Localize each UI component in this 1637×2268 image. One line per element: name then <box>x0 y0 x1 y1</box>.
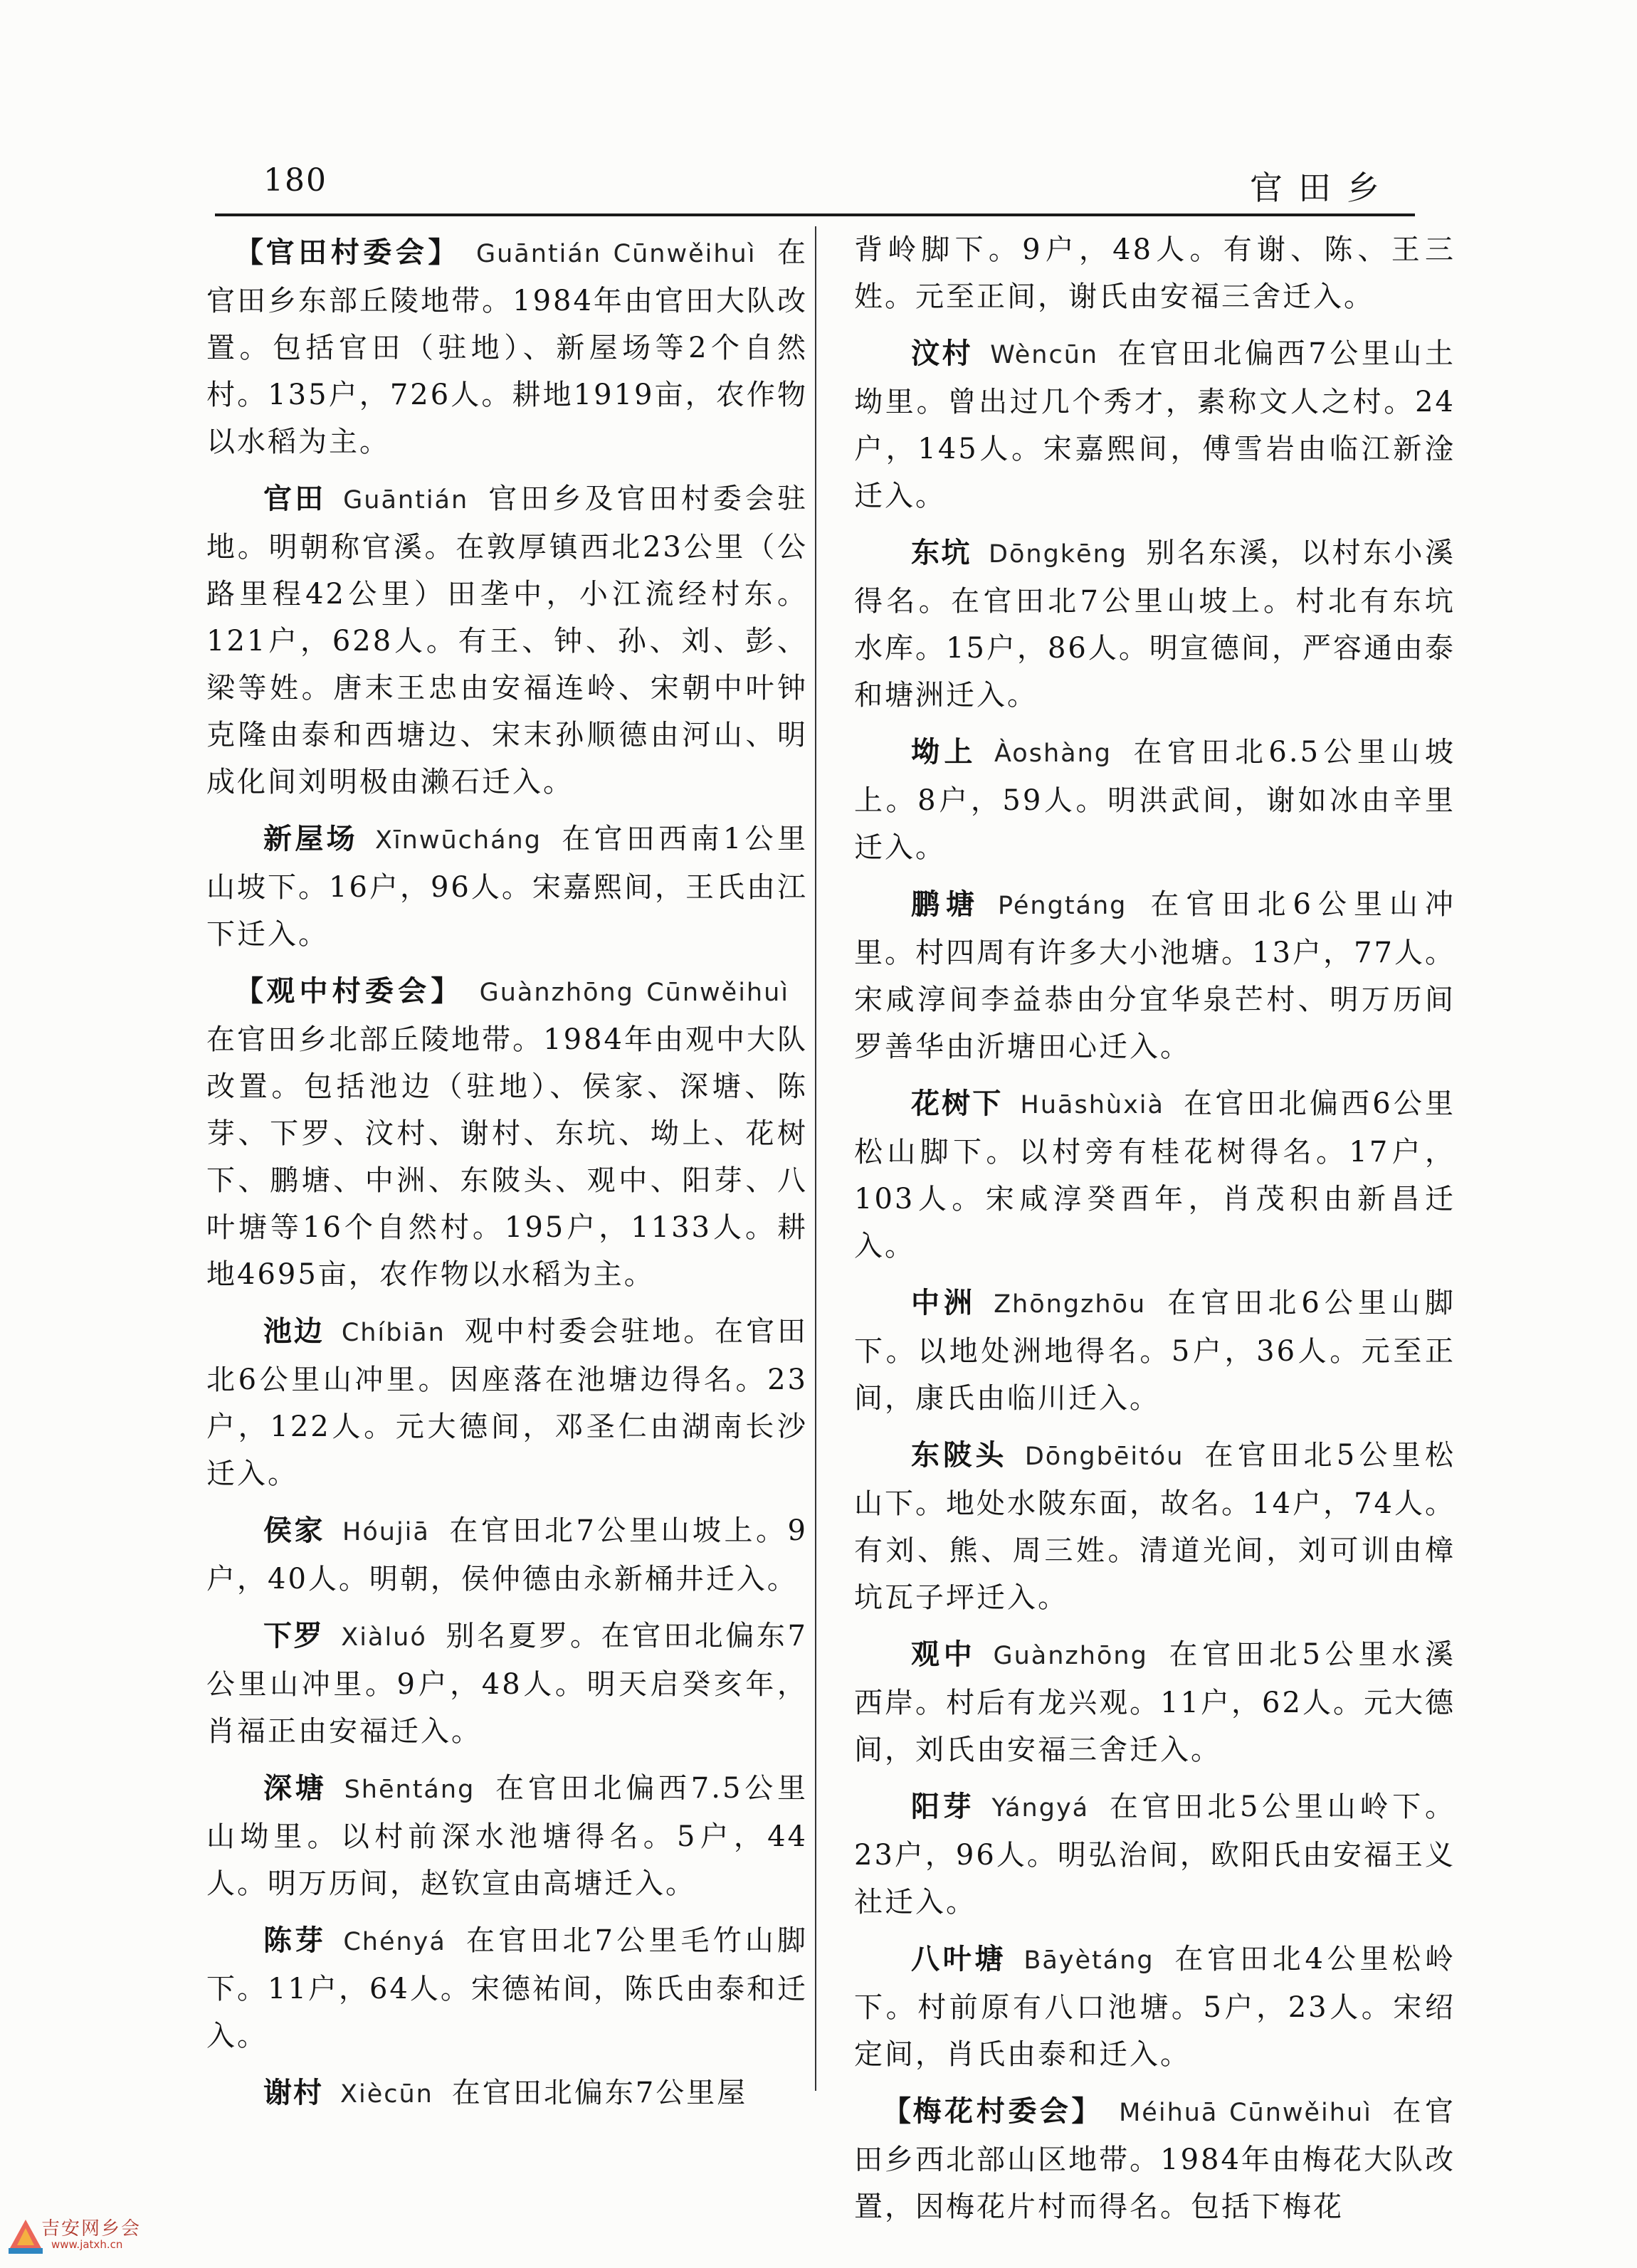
entry-text: 在官田北6.5公里山坡上。8户，59人。明洪武间，谢如冰由辛里迁入。 <box>854 736 1456 864</box>
watermark-text: 吉安网乡会 <box>41 2218 142 2240</box>
entry-pinyin: Chényá <box>343 1928 446 1956</box>
entry-headword: 官田 <box>263 482 327 515</box>
entry-text: 别名夏罗。在官田北偏东7公里山冲里。9户，48人。明天启癸亥年，肖福正由安福迁入。 <box>206 1620 808 1748</box>
entry-pinyin: Zhōngzhōu <box>994 1290 1147 1319</box>
village-entry <box>206 1308 808 1497</box>
entry-text: 在官田乡东部丘陵地带。1984年由官田大队改置。包括官田（驻地）、新屋场等2个自然村。135户，726人。耕地1919亩，农作物以水稻为主。 <box>206 236 809 458</box>
entry-headword: 坳上 <box>911 736 977 769</box>
entry-pinyin: Bāyètáng <box>1023 1946 1154 1975</box>
page-header <box>221 155 1416 211</box>
entry-text: 在官田北6公里山脚下。以地处洲地得名。5户，36人。元至正间，康氏由临川迁入。 <box>854 1287 1456 1415</box>
entry-headword: 东陂头 <box>911 1439 1008 1472</box>
village-entry <box>854 881 1456 1070</box>
watermark-url: www.jatxh.cn <box>51 2238 123 2251</box>
village-entry <box>854 529 1456 719</box>
entry-text: 在官田北5公里水溪西岸。村后有龙兴观。11户，62人。元大德间，刘氏由安福三舍迁入。 <box>854 1638 1456 1766</box>
watermark-logo-icon <box>6 2217 46 2257</box>
entry-pinyin: Méihuā Cūnwěihuì <box>1119 2099 1372 2127</box>
entry-text: 在官田北偏东7公里屋 <box>451 2077 748 2109</box>
entry-pinyin: Guànzhōng <box>993 1642 1148 1670</box>
entry-text: 在官田北偏西6公里松山脚下。以村旁有桂花树得名。17户，103人。宋咸淳癸酉年，肖茂积由新昌迁入。 <box>854 1087 1456 1262</box>
entry-text: 观中村委会驻地。在官田北6公里山冲里。因座落在池塘边得名。23户，122人。元大德间，邓圣仁由湖南长沙迁入。 <box>206 1315 809 1490</box>
village-entry <box>206 1917 808 2059</box>
entry-text: 官田乡及官田村委会驻地。明朝称官溪。在敦厚镇西北23公里（公路里程42公里）田垄中，小江流经村东。121户，628人。有王、钟、孙、刘、彭、梁等姓。唐末王忠由安福连岭、宋朝中叶钟克隆由泰和西塘边、宋末孙顺德由河山、明成化间刘明极由濑石迁入。 <box>206 482 809 798</box>
entry-pinyin: Shēntáng <box>344 1776 475 1804</box>
column-divider <box>815 226 816 2091</box>
entry-text: 背岭脚下。9户，48人。有谢、陈、王三姓。元至正间，谢氏由安福三舍迁入。 <box>854 233 1456 313</box>
entry-headword: 陈芽 <box>263 1924 327 1957</box>
entry-text: 在官田西南1公里山坡下。16户，96人。宋嘉熙间，王氏由江下迁入。 <box>206 823 809 951</box>
village-entry <box>206 816 808 958</box>
village-entry <box>854 1936 1456 2078</box>
bracket-close: 】 <box>428 236 459 269</box>
entry-headword: 汶村 <box>911 337 974 370</box>
entry-pinyin: Péngtáng <box>998 892 1127 920</box>
entry-pinyin: Guāntián Cūnwěihuì <box>475 240 757 268</box>
village-entry <box>206 1765 808 1907</box>
entry-text: 在官田北偏西7公里山土坳里。曾出过几个秀才，素称文人之村。24户，145人。宋嘉熙间，傅雪岩由临江新淦迁入。 <box>854 337 1456 512</box>
site-watermark <box>6 2214 148 2257</box>
entry-text: 在官田北5公里山岭下。23户，96人。明弘治间，欧阳氏由安福王义社迁入。 <box>854 1790 1456 1919</box>
entry-text: 在官田北6公里山冲里。村四周有许多大小池塘。13户，77人。宋咸淳间李益恭由分宜华泉芒村、明万历间罗善华由沂塘田心迁入。 <box>854 888 1456 1063</box>
village-entry <box>854 1280 1456 1422</box>
entry-headword: 八叶塘 <box>911 1943 1007 1976</box>
entry-headword: 阳芽 <box>911 1790 975 1823</box>
village-entry <box>854 729 1456 871</box>
village-entry <box>206 475 808 806</box>
entry-pinyin: Guāntián <box>343 486 469 515</box>
entry-text: 在官田北7公里毛竹山脚下。11户，64人。宋德祐间，陈氏由泰和迁入。 <box>206 1924 809 2052</box>
entry-text: 在官田北4公里松岭下。村前原有八口池塘。5户，23人。宋绍定间，肖氏由泰和迁入。 <box>854 1943 1456 2071</box>
entry-pinyin: Wèncūn <box>990 341 1099 369</box>
entry-headword: 谢村 <box>263 2077 323 2109</box>
entry-pinyin: Xiàluó <box>341 1623 427 1652</box>
entry-pinyin: Xīnwūcháng <box>374 826 542 855</box>
village-entry <box>854 1631 1456 1773</box>
village-committee-entry <box>854 2088 1456 2230</box>
left-column <box>206 226 808 2128</box>
entry-headword: 深塘 <box>263 1772 327 1805</box>
entry-headword: 观中 <box>911 1638 977 1671</box>
entry-text: 在官田乡西北部山区地带。1984年由梅花大队改置，因梅花片村而得名。包括下梅花 <box>854 2095 1456 2223</box>
running-head: 官田乡 <box>1250 169 1395 207</box>
entry-text: 在官田北偏西7.5公里山坳里。以村前深水池塘得名。5户，44人。明万历间，赵钦宣由高塘迁入。 <box>206 1772 809 1900</box>
continued-entry <box>854 226 1456 320</box>
village-entry <box>854 1432 1456 1621</box>
entry-headword: 侯家 <box>263 1514 326 1547</box>
entry-headword: 下罗 <box>263 1620 325 1652</box>
bracket-close: 】 <box>1071 2095 1102 2128</box>
entry-pinyin: Dōngbēitóu <box>1024 1442 1184 1471</box>
village-entry <box>854 330 1456 519</box>
entry-text: 在官田北7公里山坡上。9户，40人。明朝，侯仲德由永新桶井迁入。 <box>206 1514 808 1595</box>
entry-text: 别名东溪，以村东小溪得名。在官田北7公里山坡上。村北有东坑水库。15户，86人。明宣德间，严容通由泰和塘洲迁入。 <box>854 537 1456 712</box>
entry-pinyin: Xiècūn <box>340 2080 433 2109</box>
bracket-close: 】 <box>431 975 463 1008</box>
entry-headword: 官田村委会 <box>265 236 428 269</box>
village-entry <box>206 1507 808 1603</box>
entry-headword: 东坑 <box>911 537 972 569</box>
village-entry <box>206 1613 808 1755</box>
entry-headword: 新屋场 <box>263 823 358 855</box>
entry-headword: 观中村委会 <box>266 975 431 1008</box>
entry-pinyin: Àoshàng <box>994 739 1112 768</box>
village-entry <box>854 1080 1456 1270</box>
entry-headword: 中洲 <box>911 1287 977 1319</box>
page-number: 180 <box>263 162 327 199</box>
bracket-open: 【 <box>235 975 267 1008</box>
entry-headword: 花树下 <box>911 1087 1004 1120</box>
header-rule <box>215 213 1415 216</box>
entry-pinyin: Yángyá <box>991 1794 1090 1823</box>
entry-pinyin: Dōngkēng <box>989 540 1127 569</box>
bracket-open: 【 <box>883 2095 913 2128</box>
entry-headword: 梅花村委会 <box>912 2095 1072 2128</box>
entry-headword: 池边 <box>263 1315 325 1348</box>
entry-pinyin: Hóujiā <box>342 1518 430 1546</box>
village-entry <box>206 2069 808 2118</box>
entry-text: 在官田北5公里松山下。地处水陂东面，故名。14户，74人。有刘、熊、周三姓。清道光间，刘可训由樟坑瓦子坪迁入。 <box>854 1439 1456 1614</box>
entry-pinyin: Huāshùxià <box>1020 1091 1164 1119</box>
entry-headword: 鹏塘 <box>911 888 981 921</box>
entry-text: 在官田乡北部丘陵地带。1984年由观中大队改置。包括池边（驻地）、侯家、深塘、陈芽、下罗、汶村、谢村、东坑、坳上、花树下、鹏塘、中洲、东陂头、观中、阳芽、八叶塘等16个自然村。195户，1133人。耕地4695亩，农作物以水稻为主。 <box>206 1023 808 1291</box>
village-entry <box>854 1783 1456 1926</box>
right-column <box>854 226 1456 2240</box>
bracket-open: 【 <box>235 236 266 269</box>
entry-pinyin: Guànzhōng Cūnwěihuì <box>479 979 790 1007</box>
village-committee-entry <box>206 968 808 1298</box>
entry-pinyin: Chíbiān <box>341 1319 446 1347</box>
village-committee-entry <box>206 229 808 465</box>
